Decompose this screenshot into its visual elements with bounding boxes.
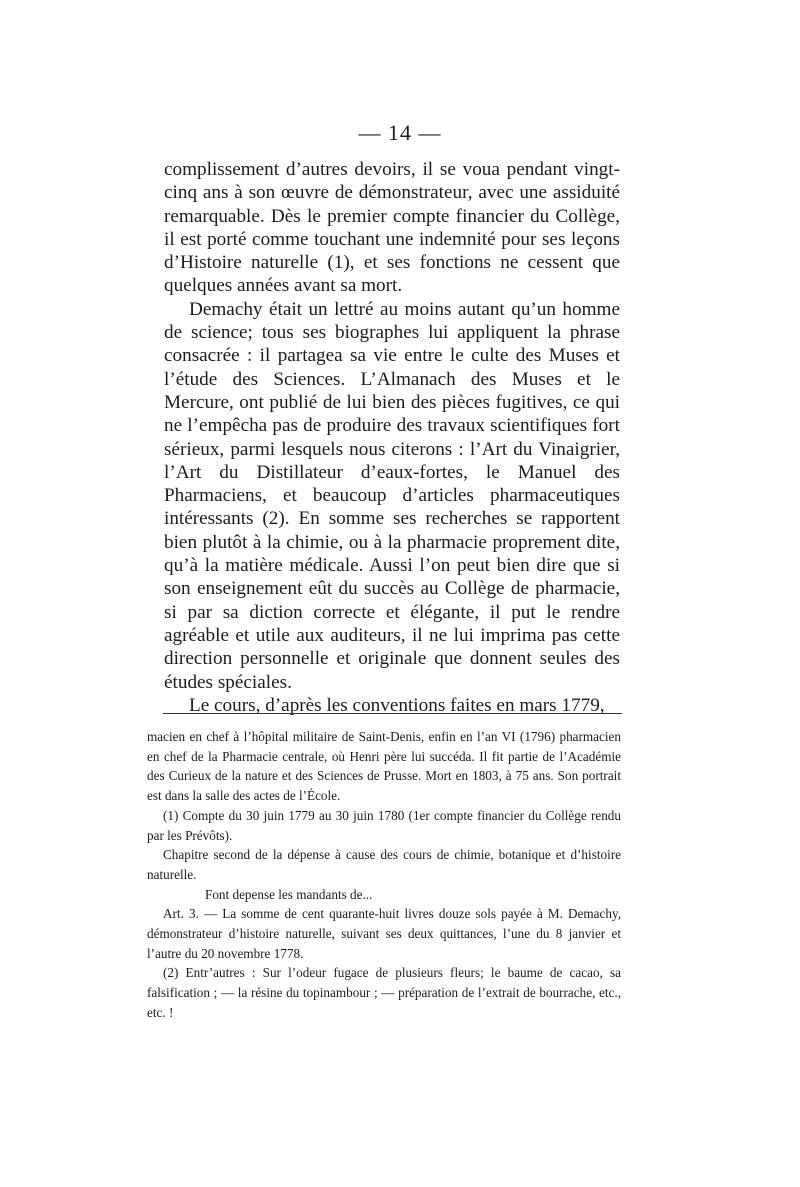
- footnote-article: Art. 3. — La somme de cent quarante-huit livres douze sols payée à M. Demachy, démonstrateur d’histoire naturelle, suivant ses deux quittances, l’une du 8 janvier et l’autre du 20 novembre 1778.: [147, 906, 621, 961]
- page-number: — 14 —: [358, 120, 442, 145]
- paragraph-3: Le cours, d’après les conventions faites en mars 1779,: [189, 694, 605, 716]
- paragraph-1: complissement d’autres devoirs, il se voua pendant vingt-cinq ans à son œuvre de démonstrateur, avec une assiduité remarquable. Dès le premier compte financier du Collège, il est porté comme touchant une indemnité pour ses leçons d’Histoire naturelle (1), et ses fonctions ne cessent que quelques années avant sa mort.: [164, 159, 620, 297]
- footnote-continuation: macien en chef à l’hôpital militaire de Saint-Denis, enfin en l’an VI (1796) pharmacien en chef de la Pharmacie centrale, où Henri père lui succéda. Il fit partie de l’Académie des Curieux de la nature et des Sciences de Prusse. Mort en 1803, à 75 ans. Son portrait est dans la salle des actes de l’École.: [147, 729, 621, 804]
- footnote-2: (2) Entr’autres : Sur l’odeur fugace de plusieurs fleurs; le baume de cacao, sa falsification ; — la résine du topinambour ; — préparation de l’extrait de bourrache, etc., etc. !: [147, 965, 621, 1020]
- paragraph-2: Demachy était un lettré au moins autant qu’un homme de science; tous ses biographes lui appliquent la phrase consacrée : il partagea sa vie entre le culte des Muses et l’étude des Sciences. L’Almanach des Muses et le Mercure, ont publié de lui bien des pièces fugitives, ce qui ne l’empêcha pas de produire des travaux scientifiques fort sérieux, parmi lesquels nous citerons : l’Art du Vinaigrier, l’Art du Distillateur d’eaux-fortes, le Manuel des Pharmaciens, et beaucoup d’articles pharmaceutiques intéressants (2). En somme ses recherches se rapportent bien plutôt à la chimie, ou à la pharmacie proprement dite, qu’à la matière médicale. Aussi l’on peut bien dire que si son enseignement eût du succès au Collège de pharmacie, si par sa diction correcte et élégante, il put le rendre agréable et utile aux auditeurs, il ne lui imprima pas cette direction personnelle et originale que donnent seules des études spéciales.: [164, 298, 620, 693]
- footnote-separator: [163, 713, 622, 714]
- footnotes: [147, 727, 621, 1023]
- footnote-chapter: Chapitre second de la dépense à cause des cours de chimie, botanique et d’histoire naturelle.: [147, 847, 621, 882]
- footnote-font-line: Font depense les mandants de...: [205, 886, 373, 902]
- footnote-1: (1) Compte du 30 juin 1779 au 30 juin 1780 (1er compte financier du Collège rendu par les Prévôts).: [147, 807, 621, 843]
- main-text: [164, 158, 620, 717]
